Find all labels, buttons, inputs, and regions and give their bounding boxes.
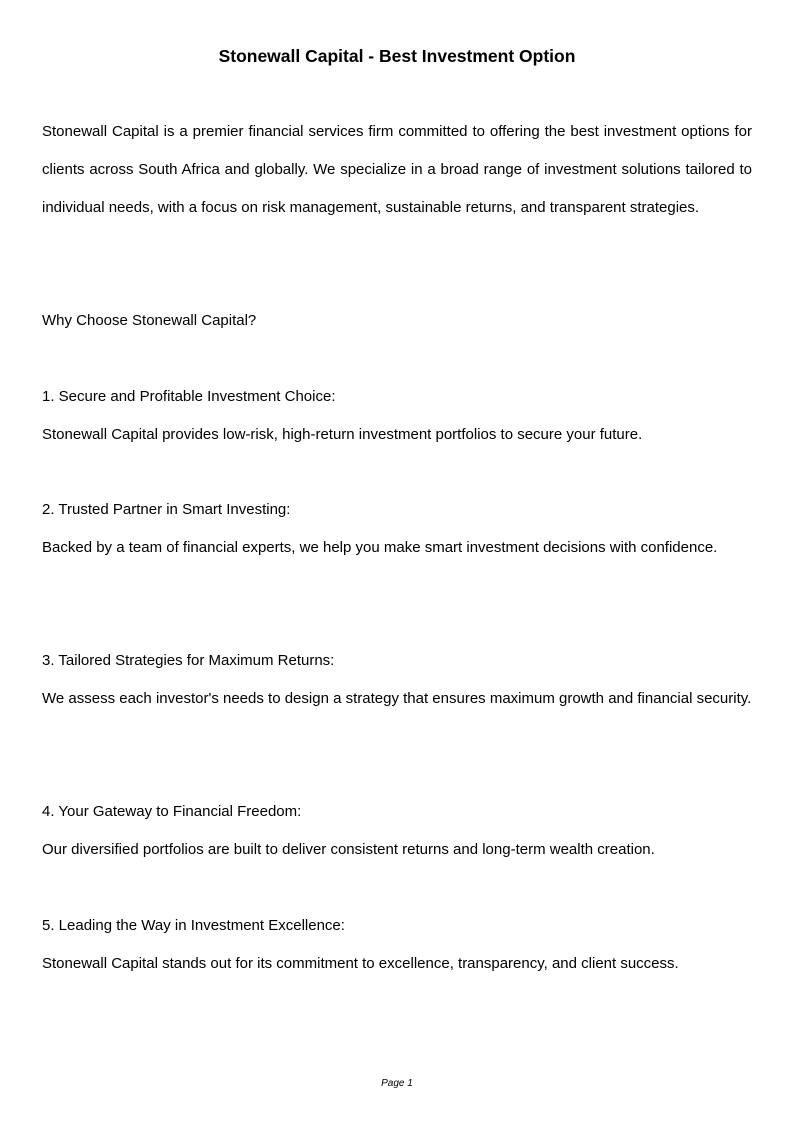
section-heading: 1. Secure and Profitable Investment Choice: [42, 388, 336, 405]
section-heading: 4. Your Gateway to Financial Freedom: [42, 803, 302, 820]
section-heading: 2. Trusted Partner in Smart Investing: [42, 501, 291, 518]
section-body: Stonewall Capital stands out for its commitment to excellence, transparency, and client success. [42, 955, 679, 972]
section-body: Stonewall Capital provides low-risk, high-return investment portfolios to secure your future. [42, 426, 643, 443]
section-body: Backed by a team of financial experts, we help you make smart investment decisions with confidence. [42, 539, 718, 556]
page-number: Page 1 [381, 1078, 413, 1089]
section-body: Our diversified portfolios are built to deliver consistent returns and long-term wealth creation. [42, 841, 655, 858]
section-body: We assess each investor's needs to design a strategy that ensures maximum growth and financial security. [42, 690, 752, 707]
why-heading: Why Choose Stonewall Capital? [42, 312, 257, 329]
section-heading: 3. Tailored Strategies for Maximum Returns: [42, 652, 335, 669]
intro-paragraph: Stonewall Capital is a premier financial services firm committed to offering the best investment options for clients across South Africa and globally. We specialize in a broad range of investment solutions tailored to individual needs, with a focus on risk management, sustainable returns, and transparent strategies. [42, 123, 752, 216]
section-heading: 5. Leading the Way in Investment Excellence: [42, 917, 345, 934]
document-title: Stonewall Capital - Best Investment Option [218, 46, 576, 66]
